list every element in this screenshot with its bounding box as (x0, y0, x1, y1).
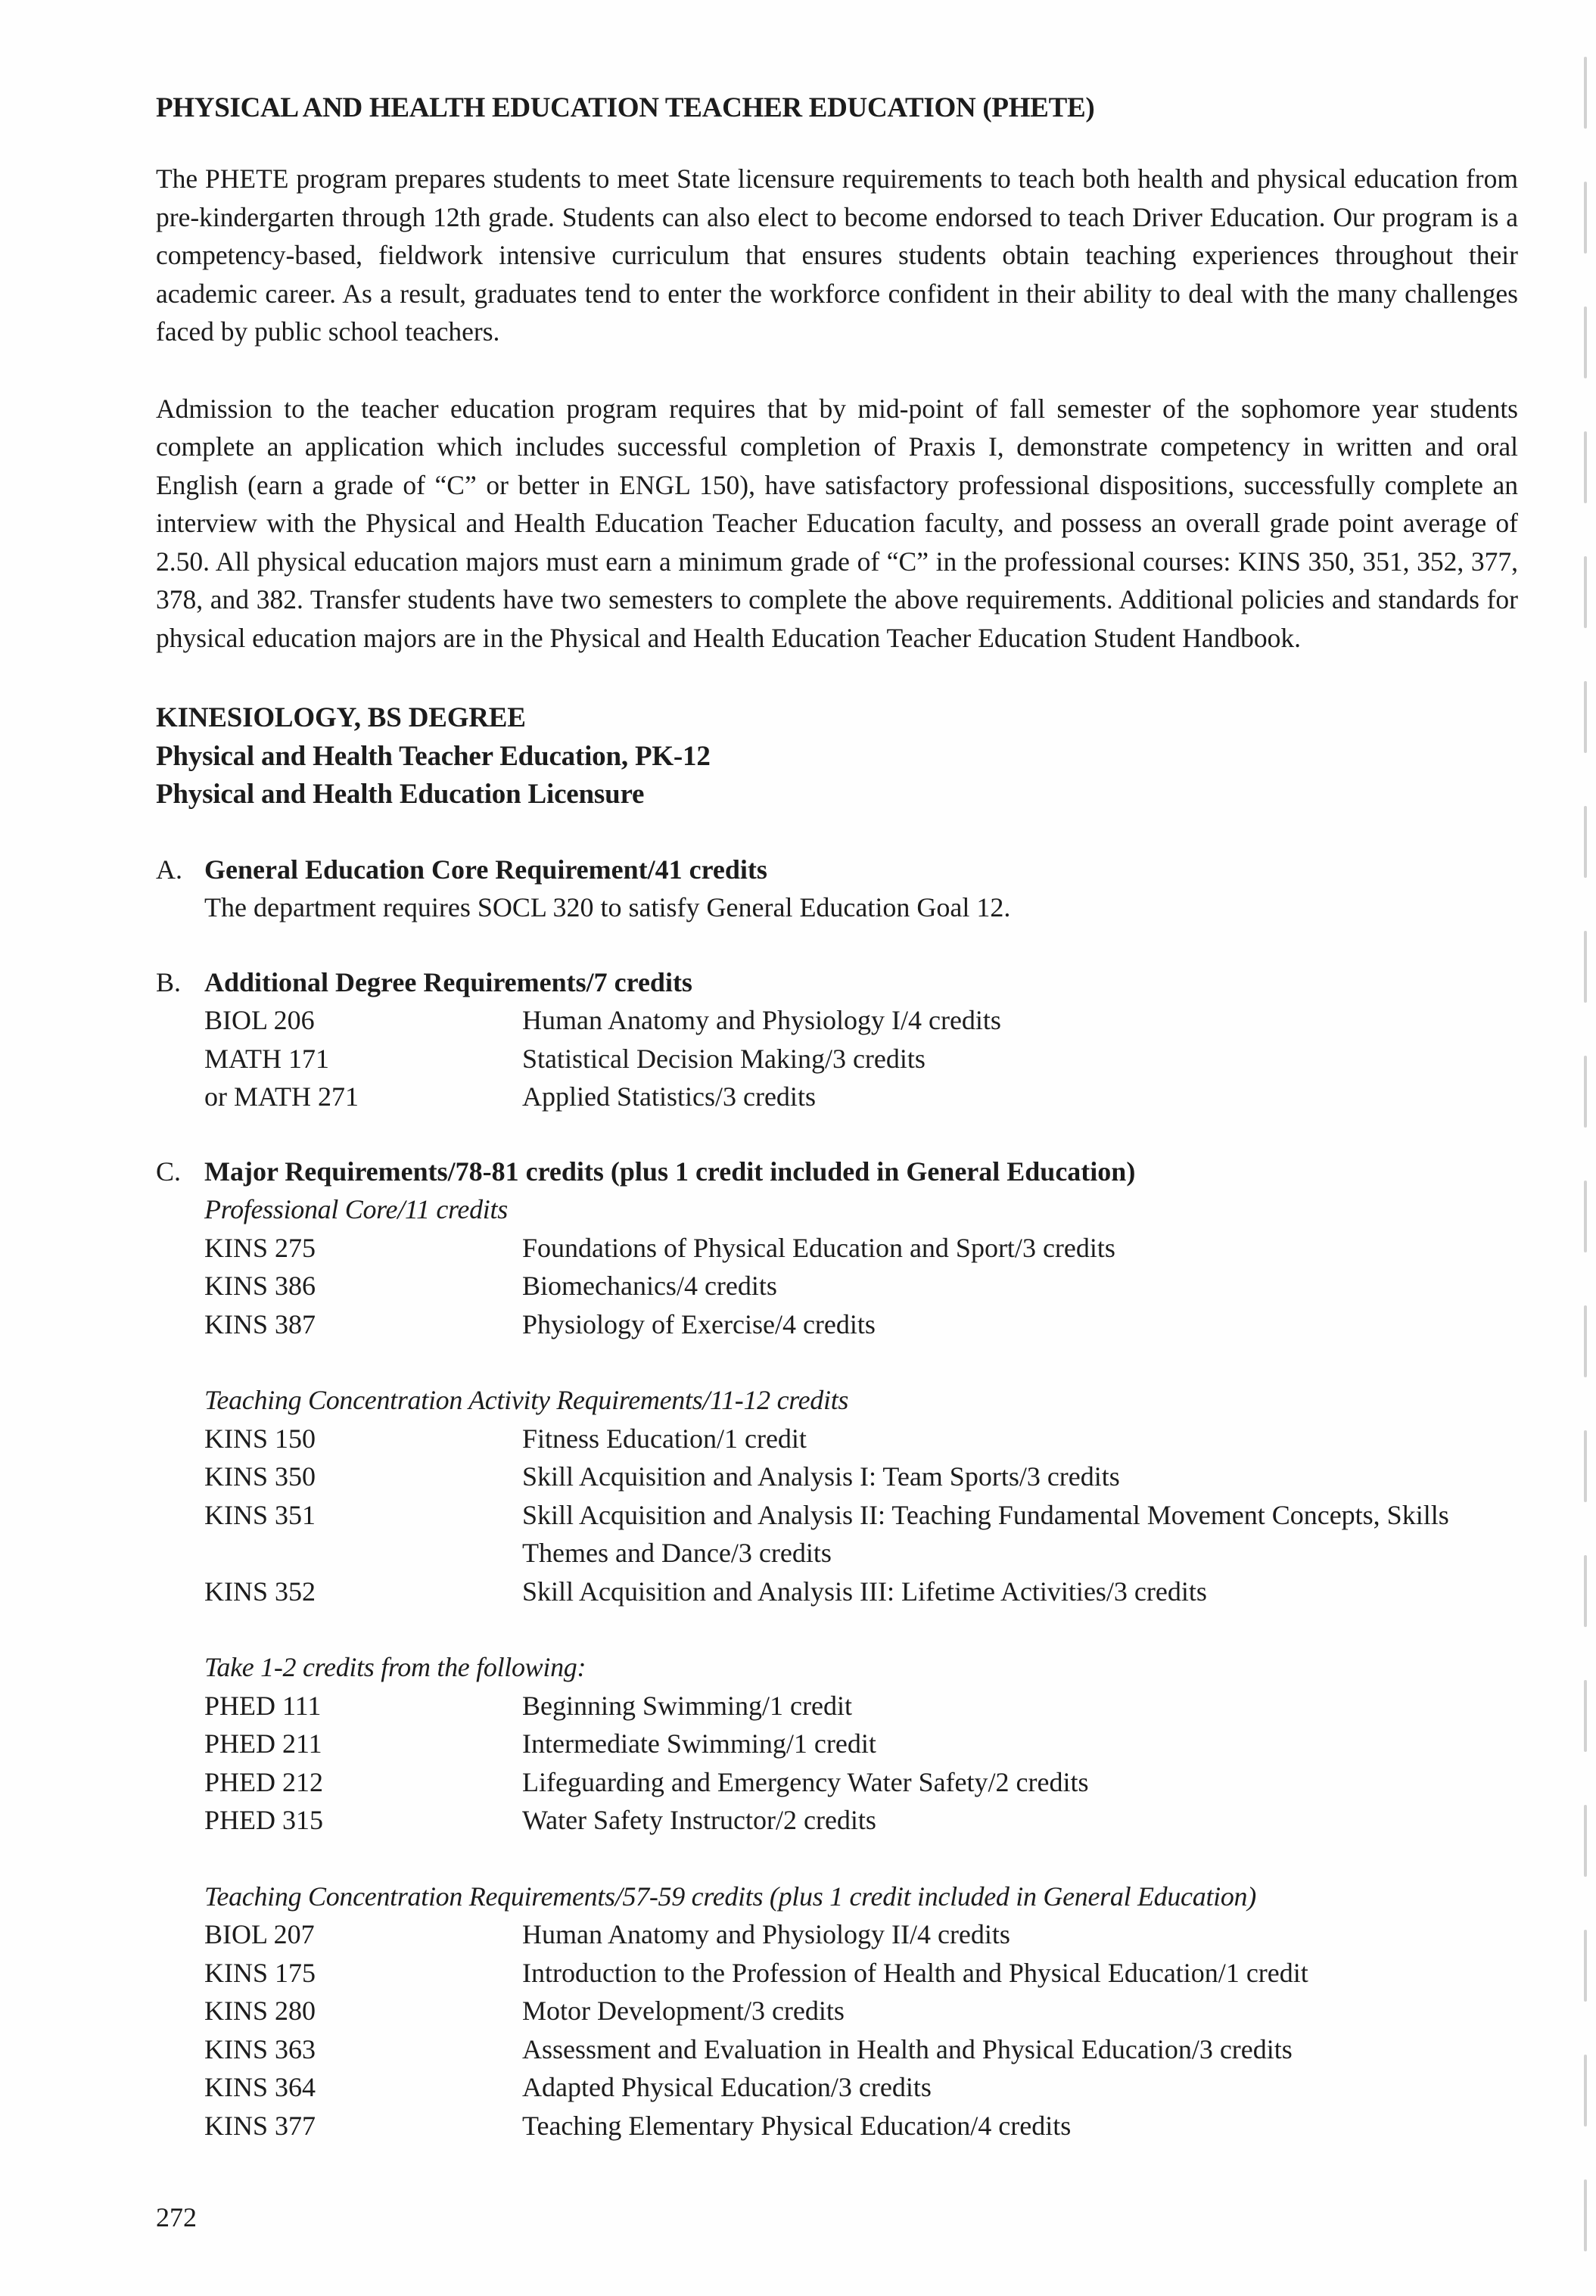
section-c-title: Major Requirements/78-81 credits (plus 1 credit included in General Education) (204, 1156, 1136, 1187)
binding-ring-mark (1584, 556, 1587, 628)
course-description: Foundations of Physical Education and Sport/3 credits (522, 1232, 1115, 1263)
degree-title: KINESIOLOGY, BS DEGREE (156, 702, 526, 733)
course-code: BIOL 206 (204, 1005, 315, 1035)
course-code: or MATH 271 (204, 1081, 359, 1112)
course-description: Lifeguarding and Emergency Water Safety/2 credits (522, 1766, 1089, 1797)
course-description: Beginning Swimming/1 credit (522, 1690, 852, 1721)
course-description: Applied Statistics/3 credits (522, 1081, 816, 1112)
course-description: Intermediate Swimming/1 credit (522, 1728, 876, 1759)
binding-ring-mark (1584, 2055, 1587, 2126)
course-row (204, 1001, 1518, 1040)
course-description: Human Anatomy and Physiology I/4 credits (522, 1005, 1001, 1035)
course-description: Skill Acquisition and Analysis I: Team Sports/3 credits (522, 1461, 1120, 1492)
course-description: Introduction to the Profession of Health and Physical Education/1 credit (522, 1957, 1308, 1988)
course-code: MATH 171 (204, 1043, 330, 1074)
course-description: Skill Acquisition and Analysis II: Teaching Fundamental Movement Concepts, Skills Themes and Dance/3 credits (522, 1499, 1449, 1568)
binding-ring-mark (1584, 1056, 1587, 1128)
binding-ring-mark (1584, 1805, 1587, 1877)
course-code: KINS 352 (204, 1576, 316, 1607)
course-code: PHED 212 (204, 1766, 324, 1797)
course-row (204, 1954, 1518, 1993)
requirement-section-c (156, 1153, 1518, 2145)
section-letter: A. (156, 854, 182, 885)
course-row (204, 1229, 1518, 1268)
course-description: Motor Development/3 credits (522, 1996, 845, 2026)
binding-ring-mark (1584, 931, 1587, 1003)
course-row (204, 1420, 1518, 1458)
page-content (156, 89, 1518, 2145)
binding-ring-mark (1584, 1430, 1587, 1502)
course-description: Physiology of Exercise/4 credits (522, 1308, 876, 1339)
swimming-electives-group (204, 1648, 1518, 1840)
course-code: KINS 150 (204, 1423, 316, 1454)
course-description: Biomechanics/4 credits (522, 1271, 777, 1301)
course-description: Statistical Decision Making/3 credits (522, 1043, 926, 1074)
section-title: PHYSICAL AND HEALTH EDUCATION TEACHER EDUCATION (PHETE) (156, 92, 1095, 123)
activity-requirements-group (204, 1381, 1518, 1610)
program-description-paragraph: The PHETE program prepares students to meet State licensure requirements to teach both health and physical education from pre-kindergarten through 12th grade. Students can also elect to become endorsed to teach Driver Education. Our program is a competency-based, fieldwork intensive curriculum that ensures students obtain teaching experiences throughout their academic career. As a result, graduates tend to enter the workforce confident in their ability to deal with the many challenges faced by public school teachers. (156, 163, 1518, 347)
course-description: Skill Acquisition and Analysis III: Lifetime Activities/3 credits (522, 1576, 1207, 1607)
course-description: Water Safety Instructor/2 credits (522, 1805, 876, 1835)
binding-ring-mark (1584, 1181, 1587, 1252)
page-number: 272 (156, 2202, 197, 2232)
requirement-section-a (156, 851, 1518, 927)
binding-ring-mark (1584, 306, 1587, 378)
course-code: KINS 386 (204, 1271, 316, 1301)
section-a-title: General Education Core Requirement/41 credits (204, 854, 767, 885)
group-subheading: Take 1-2 credits from the following: (204, 1652, 586, 1682)
degree-licensure: Physical and Health Education Licensure (156, 779, 645, 810)
course-row (204, 1458, 1518, 1496)
course-description: Fitness Education/1 credit (522, 1423, 807, 1454)
course-code: BIOL 207 (204, 1919, 315, 1949)
course-row (204, 1763, 1518, 1802)
course-row (204, 1992, 1518, 2030)
group-subheading: Teaching Concentration Requirements/57-59 credits (plus 1 credit included in General Education) (204, 1881, 1256, 1912)
binding-ring-mark (1584, 1930, 1587, 2002)
course-row (204, 2068, 1518, 2107)
group-subheading: Professional Core/11 credits (204, 1194, 508, 1224)
course-code: KINS 377 (204, 2110, 316, 2141)
degree-heading (156, 699, 1518, 814)
binding-ring-mark (1584, 806, 1587, 878)
course-row (204, 1496, 1518, 1573)
binding-ring-mark (1584, 182, 1587, 254)
course-code: KINS 364 (204, 2072, 316, 2102)
binding-ring-mark (1584, 431, 1587, 503)
binding-ring-mark (1584, 1555, 1587, 1627)
course-row (204, 2107, 1518, 2145)
course-row (204, 1267, 1518, 1305)
course-description: Adapted Physical Education/3 credits (522, 2072, 932, 2102)
group-subheading: Teaching Concentration Activity Requirements/11-12 credits (204, 1385, 849, 1415)
course-code: KINS 280 (204, 1996, 316, 2026)
degree-concentration: Physical and Health Teacher Education, PK-12 (156, 740, 711, 772)
course-row (204, 1687, 1518, 1725)
course-row (204, 1725, 1518, 1763)
binding-ring-mark (1584, 2179, 1587, 2251)
course-code: KINS 387 (204, 1308, 316, 1339)
course-row (204, 2030, 1518, 2069)
requirement-section-b (156, 963, 1518, 1116)
section-letter: B. (156, 966, 182, 997)
course-row (204, 1078, 1518, 1116)
course-code: PHED 211 (204, 1728, 322, 1759)
course-code: PHED 111 (204, 1690, 322, 1721)
course-code: KINS 350 (204, 1461, 316, 1492)
section-b-title: Additional Degree Requirements/7 credits (204, 966, 692, 997)
section-letter: C. (156, 1156, 182, 1187)
binding-ring-mark (1584, 1680, 1587, 1752)
course-row (204, 1801, 1518, 1840)
course-row (204, 1305, 1518, 1344)
binding-edge (1566, 0, 1596, 2296)
course-row (204, 1573, 1518, 1611)
course-code: PHED 315 (204, 1805, 324, 1835)
course-code: KINS 275 (204, 1232, 316, 1263)
binding-ring-mark (1584, 1305, 1587, 1377)
course-description: Teaching Elementary Physical Education/4 credits (522, 2110, 1072, 2141)
binding-ring-mark (1584, 57, 1587, 129)
course-row (204, 1040, 1518, 1078)
section-a-note: The department requires SOCL 320 to satisfy General Education Goal 12. (204, 892, 1011, 922)
admission-requirements-paragraph: Admission to the teacher education program requires that by mid-point of fall semester of the sophomore year students complete an application which includes successful completion of Praxis I, demonstrate competency in written and oral English (earn a grade of “C” or better in ENGL 150), have satisfactory professional dispositions, successfully complete an interview with the Physical and Health Education Teacher Education faculty, and possess an overall grade point average of 2.50. All physical education majors must earn a minimum grade of “C” in the professional courses: KINS 350, 351, 352, 377, 378, and 382. Transfer students have two semesters to complete the above requirements. Additional policies and standards for physical education majors are in the Physical and Health Education Teacher Education Student Handbook. (156, 393, 1518, 653)
professional-core-group (204, 1190, 1518, 1343)
course-description: Human Anatomy and Physiology II/4 credits (522, 1919, 1010, 1949)
course-code: KINS 363 (204, 2033, 316, 2064)
concentration-requirements-group (204, 1878, 1518, 2145)
course-description: Assessment and Evaluation in Health and Physical Education/3 credits (522, 2033, 1293, 2064)
binding-ring-mark (1584, 681, 1587, 753)
course-row (204, 1915, 1518, 1954)
course-code: KINS 351 (204, 1499, 316, 1530)
course-code: KINS 175 (204, 1957, 316, 1988)
